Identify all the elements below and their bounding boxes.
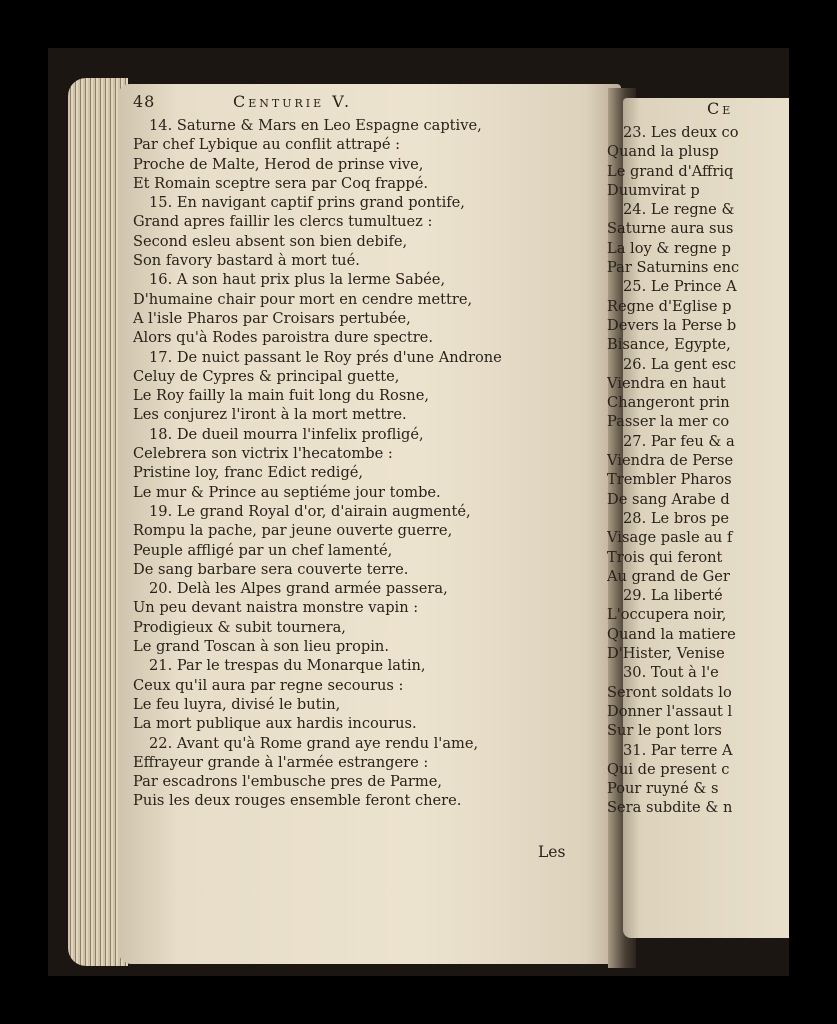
verse-line: Second esleu absent son bien debife, bbox=[133, 232, 408, 250]
verse-line: D'humaine chair pour mort en cendre mettre, bbox=[133, 290, 473, 308]
verse-line: Rompu la pache, par jeune ouverte guerre, bbox=[133, 522, 453, 540]
verse-line: Changeront prin bbox=[607, 394, 730, 412]
verse-line: Sur le pont lors bbox=[607, 722, 722, 740]
verse-line: 16. A son haut prix plus la lerme Sabée, bbox=[149, 271, 446, 289]
verse-line: Seront soldats lo bbox=[607, 683, 732, 701]
verse-line: 21. Par le trespas du Monarque latin, bbox=[149, 657, 426, 675]
verse-line: Les conjurez l'iront à la mort mettre. bbox=[133, 406, 407, 424]
verse-line: Au grand de Ger bbox=[607, 567, 730, 585]
verse-line: Duumvirat p bbox=[607, 181, 700, 199]
verse-line: Qui de present c bbox=[607, 760, 730, 778]
verse-line: 27. Par feu & a bbox=[623, 432, 735, 450]
verse-line: Par chef Lybique au conflit attrapé : bbox=[133, 136, 401, 154]
verse-line: Quand la plusp bbox=[607, 143, 719, 161]
verse-line: 28. Le bros pe bbox=[623, 509, 730, 527]
verse-line: Pour ruyné & s bbox=[607, 780, 719, 798]
verse-line: Puis les deux rouges ensemble feront chere. bbox=[133, 792, 462, 810]
verse-line: Trois qui feront bbox=[607, 548, 723, 566]
verse-line: Le grand d'Affriq bbox=[607, 162, 734, 180]
verse-line: Proche de Malte, Herod de prinse vive, bbox=[133, 155, 424, 173]
running-head: Centurie V. bbox=[233, 92, 353, 111]
verse-line: 23. Les deux co bbox=[623, 124, 739, 141]
verse-line: 17. De nuict passant le Roy prés d'une Androne bbox=[149, 348, 502, 366]
verse-line: Le grand Toscan à son lieu propin. bbox=[133, 638, 389, 656]
verse-line: D'Hister, Venise bbox=[607, 645, 725, 663]
right-running-head: Ce bbox=[707, 99, 734, 118]
page-number: 48 bbox=[133, 92, 156, 111]
verse-line: Quand la matiere bbox=[607, 625, 736, 643]
verse-line: Le mur & Prince au septiéme jour tombe. bbox=[133, 483, 441, 501]
verse-line: A l'isle Pharos par Croisars pertubée, bbox=[133, 309, 411, 327]
verse-line: 31. Par terre A bbox=[623, 741, 733, 759]
verse-line: Celebrera son victrix l'hecatombe : bbox=[133, 445, 393, 463]
left-page-header bbox=[133, 92, 563, 116]
verse-line: Par escadrons l'embusche pres de Parme, bbox=[133, 773, 442, 791]
verse-line: Peuple affligé par un chef lamenté, bbox=[133, 541, 393, 559]
verse-line: Regne d'Eglise p bbox=[607, 297, 732, 315]
verse-line: La loy & regne p bbox=[607, 239, 731, 257]
verse-line: 22. Avant qu'à Rome grand aye rendu l'ame, bbox=[149, 734, 479, 752]
verse-line: Prodigieux & subit tournera, bbox=[133, 618, 346, 636]
verse-line: Devers la Perse b bbox=[607, 316, 737, 334]
verse-line: Grand apres faillir les clercs tumultuez : bbox=[133, 213, 433, 231]
verse-line: Celuy de Cypres & principal guette, bbox=[133, 367, 400, 385]
verse-line: Ceux qu'il aura par regne secourus : bbox=[133, 676, 404, 694]
verse-line: Un peu devant naistra monstre vapin : bbox=[133, 599, 419, 617]
verse-line: La mort publique aux hardis incourus. bbox=[133, 715, 417, 733]
catchword: Les bbox=[538, 843, 566, 861]
verse-line: Saturne aura sus bbox=[607, 220, 734, 238]
verse-line: Bisance, Egypte, bbox=[607, 336, 731, 354]
verse-line: De sang Arabe d bbox=[607, 490, 730, 508]
verse-line: De sang barbare sera couverte terre. bbox=[133, 560, 409, 578]
left-page-text bbox=[133, 92, 563, 811]
verse-line: 14. Saturne & Mars en Leo Espagne captive, bbox=[149, 117, 482, 134]
verse-line: Alors qu'à Rodes paroistra dure spectre. bbox=[133, 329, 433, 347]
verse-line: 26. La gent esc bbox=[623, 355, 737, 373]
verse-line: 24. Le regne & bbox=[623, 201, 735, 219]
verse-line: 30. Tout à l'e bbox=[623, 664, 719, 682]
verse-line: 18. De dueil mourra l'infelix profligé, bbox=[149, 425, 424, 443]
verse-line: 15. En navigant captif prins grand pontife, bbox=[149, 194, 465, 212]
verse-line: Son favory bastard à mort tué. bbox=[133, 252, 360, 270]
verse-line: 20. Delà les Alpes grand armée passera, bbox=[149, 580, 448, 598]
verse-line: Le Roy failly la main fuit long du Rosne, bbox=[133, 387, 429, 405]
verse-line: Pristine loy, franc Edict redigé, bbox=[133, 464, 364, 482]
verse-line: Donner l'assaut l bbox=[607, 702, 733, 720]
verse-line: Visage pasle au f bbox=[607, 529, 733, 547]
verse-line: 19. Le grand Royal d'or, d'airain augmenté, bbox=[149, 502, 471, 520]
verse-line: L'occupera noir, bbox=[607, 606, 727, 624]
verse-line: 25. Le Prince A bbox=[623, 278, 737, 296]
verse-line: Sera subdite & n bbox=[607, 799, 733, 817]
verse-line: 29. La liberté bbox=[623, 587, 723, 605]
verse-line: Le feu luyra, divisé le butin, bbox=[133, 695, 341, 713]
right-page-text bbox=[607, 99, 789, 818]
verse-line: Viendra en haut bbox=[607, 374, 726, 392]
verse-line: Et Romain sceptre sera par Coq frappé. bbox=[133, 174, 429, 192]
verse-line: Effrayeur grande à l'armée estrangere : bbox=[133, 753, 429, 771]
verse-line: Passer la mer co bbox=[607, 413, 730, 431]
right-page-header bbox=[607, 99, 789, 123]
verse-line: Viendra de Perse bbox=[607, 452, 734, 470]
verse-line: Trembler Pharos bbox=[607, 471, 732, 489]
verse-line: Par Saturnins enc bbox=[607, 259, 740, 277]
